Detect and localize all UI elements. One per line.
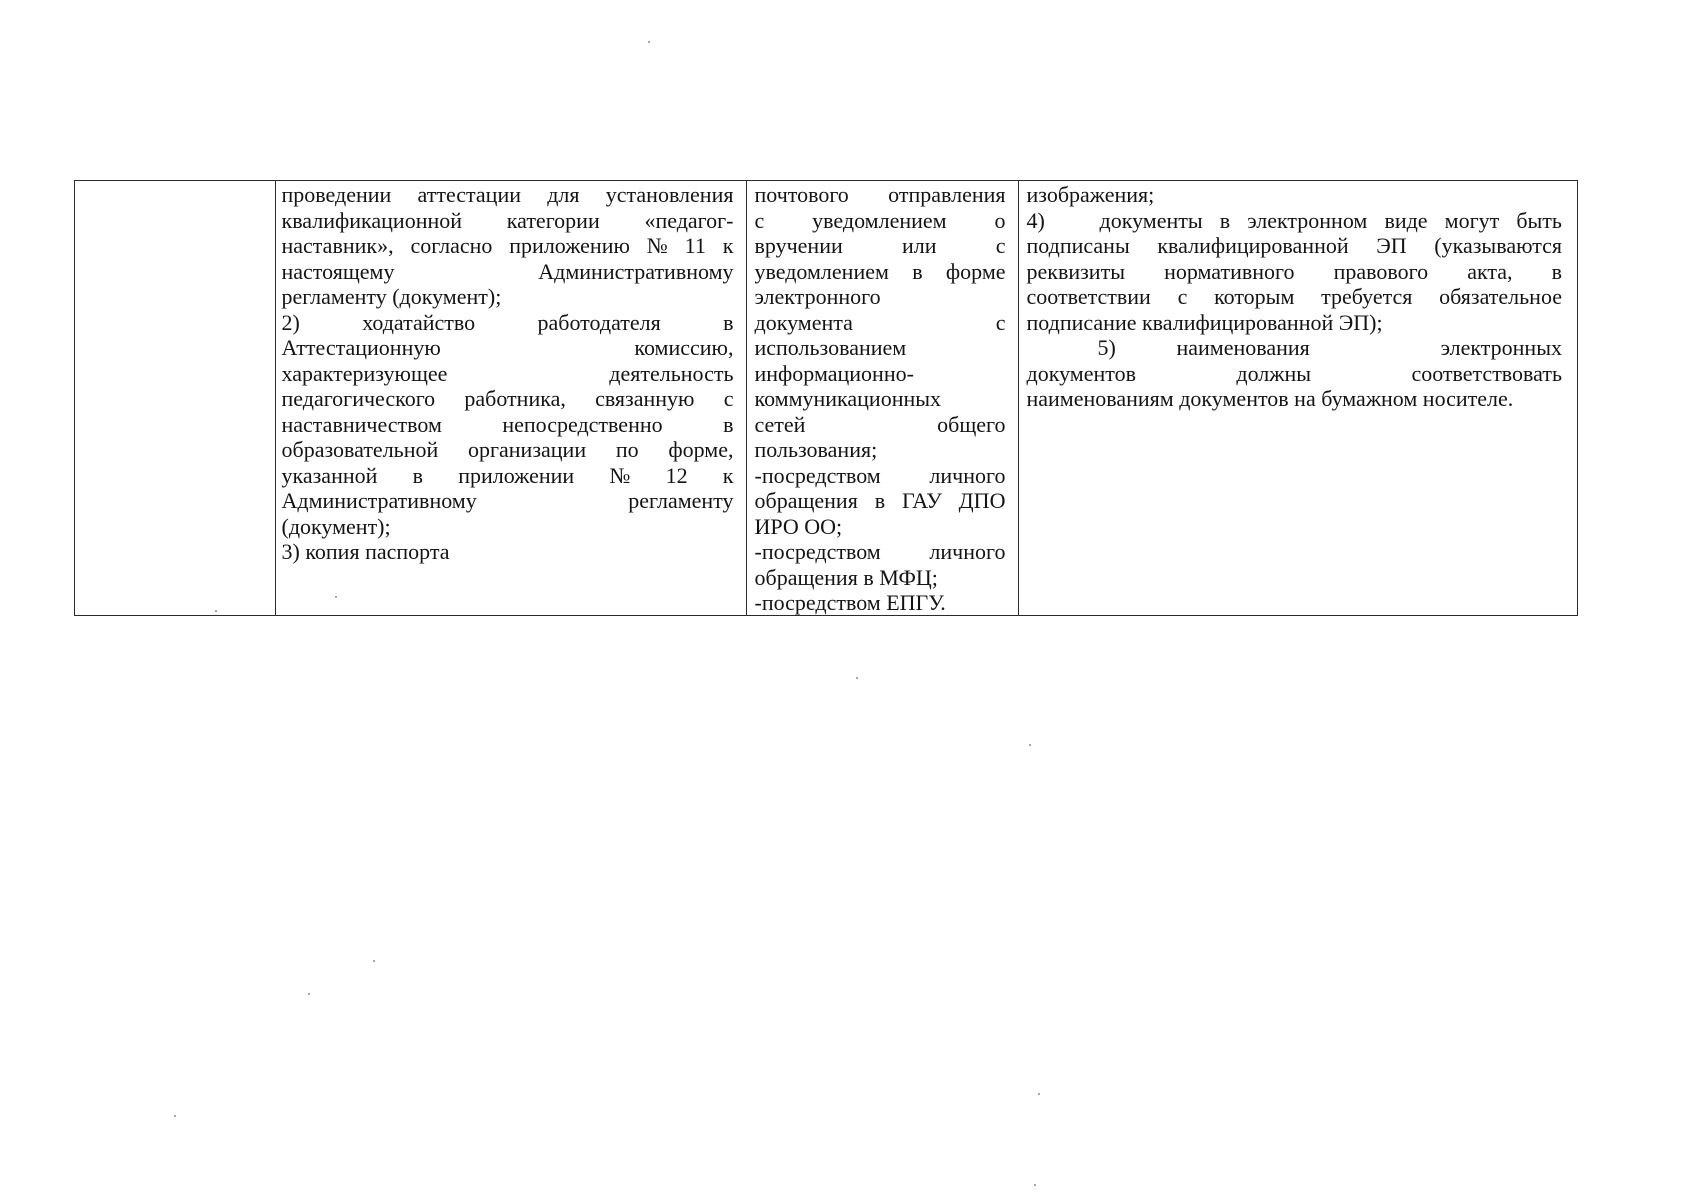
word: вручении — [754, 233, 843, 258]
text-line — [1027, 233, 1563, 259]
word: 2) — [281, 309, 300, 335]
list-item-line — [1027, 208, 1563, 234]
word: нормативного — [1164, 258, 1295, 284]
text-line — [282, 335, 734, 361]
scan-speck — [174, 1115, 176, 1117]
text-line — [755, 310, 1006, 336]
word: -посредством — [754, 539, 881, 564]
word: с — [1177, 284, 1188, 309]
word: соответствовать — [1411, 360, 1562, 386]
word: № — [609, 462, 631, 488]
word: о — [994, 207, 1006, 233]
text-line — [1027, 284, 1563, 310]
word: наставник», — [281, 233, 394, 258]
word: сетей — [754, 411, 806, 437]
word: ДПО — [958, 488, 1006, 513]
word: должны — [1236, 360, 1312, 386]
table-cell-requirements — [1018, 181, 1577, 615]
word: в — [723, 309, 734, 335]
text-line: -посредством ЕПГУ. — [754, 590, 946, 615]
text-line — [1100, 208, 1563, 234]
word: акта, — [1467, 258, 1513, 284]
word: работодателя — [537, 309, 661, 335]
scan-speck — [308, 993, 310, 995]
word: соответствии — [1026, 284, 1151, 309]
word: отправления — [888, 182, 1006, 207]
word: которым — [1214, 284, 1295, 309]
text-line: 3) копия паспорта — [281, 539, 450, 564]
word: виде — [1384, 207, 1428, 233]
word: образовательной — [281, 437, 439, 462]
scan-speck — [648, 41, 650, 43]
word: Административному — [538, 258, 734, 284]
text-line: информационно- — [754, 360, 914, 386]
text-line: пользования; — [754, 437, 878, 462]
word: комиссию, — [634, 335, 734, 360]
word: педагогического — [281, 386, 436, 411]
word: Аттестационную — [281, 335, 441, 360]
word: согласно — [410, 233, 493, 258]
table-cell-submission-methods — [746, 181, 1018, 615]
word: (указываются — [1434, 233, 1562, 258]
word: к — [722, 233, 734, 258]
word: связанную — [595, 386, 695, 411]
word: в — [874, 488, 886, 513]
text-line — [282, 233, 734, 259]
text-line — [1177, 335, 1563, 361]
text-line: обращения в МФЦ; — [754, 564, 938, 590]
word: настоящему — [281, 258, 395, 284]
word: аттестации — [417, 182, 521, 207]
word: документы — [1099, 207, 1203, 233]
word: в — [723, 411, 734, 437]
text-line — [1027, 259, 1563, 285]
word: наставничеством — [281, 411, 442, 437]
word: 12 — [665, 462, 688, 488]
word: приложении — [458, 462, 575, 488]
text-line: наименованиям документов на бумажном носителе. — [1026, 386, 1514, 411]
text-line — [282, 412, 734, 438]
word: регламенту — [628, 488, 734, 513]
scan-speck — [1029, 744, 1031, 746]
text-line — [282, 361, 734, 387]
text-line — [282, 488, 734, 514]
word: могут — [1444, 207, 1500, 233]
word: электронном — [1247, 207, 1368, 233]
word: общего — [937, 411, 1006, 437]
word: в — [1219, 207, 1231, 233]
word: деятельность — [609, 360, 734, 386]
word: указанной — [281, 462, 378, 488]
word: в — [1551, 258, 1562, 284]
word: к — [722, 462, 734, 488]
text-line: коммуникационных — [754, 386, 942, 411]
list-marker: 5) — [1097, 335, 1116, 360]
word: обязательное — [1439, 284, 1562, 309]
word: «педагог- — [644, 207, 734, 233]
scan-speck — [1034, 1184, 1036, 1186]
word: личного — [929, 539, 1006, 564]
word: уведомлением — [812, 207, 947, 233]
text-line — [755, 412, 1006, 438]
text-line — [282, 208, 734, 234]
scan-speck — [335, 596, 337, 598]
text-line — [755, 182, 1006, 208]
text-line — [282, 463, 734, 489]
data-table — [74, 180, 1578, 616]
word: требуется — [1321, 284, 1413, 309]
word: электронных — [1440, 335, 1562, 360]
table-cell-empty — [75, 181, 275, 615]
word: документов — [1026, 360, 1136, 386]
text-line — [1027, 361, 1563, 387]
table-cell-documents — [275, 181, 746, 615]
word: или — [901, 233, 937, 258]
word: Административному — [281, 488, 477, 513]
word: характеризующее — [281, 360, 448, 386]
list-marker: 4) — [1026, 207, 1045, 233]
text-line — [282, 182, 734, 208]
word: ходатайство — [362, 309, 476, 335]
word: квалификационной — [281, 207, 463, 233]
word: -посредством — [754, 462, 881, 488]
word: форме — [945, 258, 1006, 284]
word: приложению — [509, 233, 630, 258]
text-line — [755, 488, 1006, 514]
word: личного — [929, 462, 1006, 488]
text-line — [282, 437, 734, 463]
text-line: электронного — [754, 284, 881, 309]
word: работника, — [464, 386, 566, 411]
text-line — [755, 463, 1006, 489]
word: с — [723, 386, 734, 411]
word: в — [912, 258, 923, 284]
text-line — [755, 208, 1006, 234]
word: ГАУ — [901, 488, 942, 513]
word: документа — [754, 309, 853, 335]
word: квалифицированной — [1157, 233, 1349, 258]
text-line — [755, 233, 1006, 259]
text-line — [282, 386, 734, 412]
word: форме, — [668, 437, 734, 462]
word: почтового — [754, 182, 849, 207]
text-line — [282, 259, 734, 285]
text-line — [755, 539, 1006, 565]
scan-speck — [215, 610, 217, 612]
text-line: (документ); — [281, 513, 391, 539]
word: ЭП — [1376, 233, 1407, 258]
word: с — [995, 309, 1006, 335]
word: подписаны — [1026, 233, 1130, 258]
word: уведомлением — [754, 258, 889, 284]
text-line: использованием — [754, 335, 907, 360]
word: для — [547, 182, 580, 207]
word: № — [646, 233, 668, 258]
word: непосредственно — [502, 411, 663, 437]
scan-speck — [1038, 1093, 1040, 1095]
word: с — [754, 207, 765, 233]
word: категории — [506, 207, 600, 233]
word: наименования — [1176, 335, 1310, 360]
text-line: изображения; — [1026, 182, 1155, 207]
word: организации — [467, 437, 587, 462]
text-line: регламенту (документ); — [281, 284, 502, 309]
text-line: подписание квалифицированной ЭП); — [1026, 309, 1383, 335]
word: обращения — [754, 488, 858, 513]
list-item-line — [1027, 335, 1563, 361]
word: 11 — [684, 233, 706, 258]
word: по — [615, 437, 639, 462]
scan-speck — [856, 677, 858, 679]
word: быть — [1516, 207, 1562, 233]
scan-speck — [373, 960, 375, 962]
word: установления — [605, 182, 734, 207]
word: с — [995, 233, 1006, 258]
word: проведении — [281, 182, 392, 207]
text-line — [282, 310, 734, 336]
word: реквизиты — [1026, 258, 1125, 284]
text-line: ИРО ОО; — [754, 513, 843, 539]
word: правового — [1333, 258, 1429, 284]
word: в — [412, 462, 423, 488]
text-line — [755, 259, 1006, 285]
